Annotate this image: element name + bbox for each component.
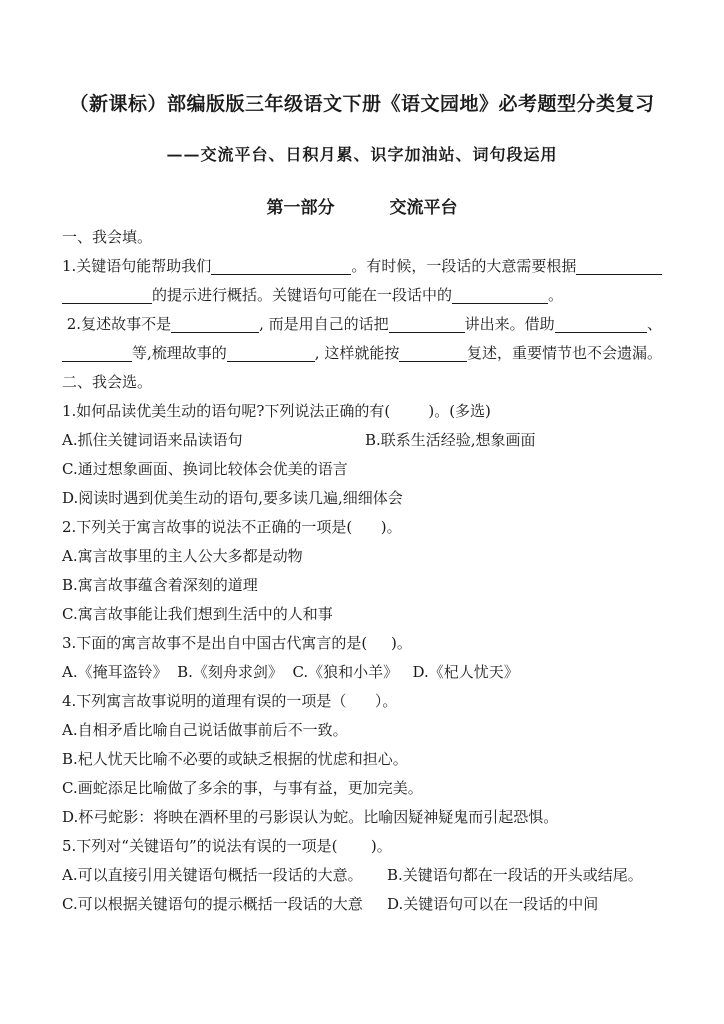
- text-segment: A.可以直接引用关键语句概括一段话的大意。: [62, 866, 363, 884]
- text-segment: 2.下列关于寓言故事的说法不正确的一项是( )。: [62, 518, 402, 536]
- document-line: [62, 310, 662, 339]
- document-line: [62, 542, 662, 571]
- document-line: [62, 426, 662, 455]
- text-segment: , 而是用自己的话把: [259, 315, 389, 333]
- text-segment: B.关键语句都在一段话的开头或结尾。: [387, 866, 643, 884]
- text-segment: 二、我会选。: [62, 373, 153, 391]
- document-line: [62, 658, 662, 687]
- document-subtitle: ——交流平台、日积月累、识字加油站、词句段运用: [166, 145, 558, 164]
- text-segment: A.抓住关键词语来品读语句: [62, 431, 243, 449]
- text-segment: 1.如何品读优美生动的语句呢?下列说法正确的有( )。(多选): [62, 402, 491, 420]
- document-line: [62, 368, 662, 397]
- text-segment: A.《掩耳盗铃》 B.《刻舟求剑》 C.《狼和小羊》 D.《杞人忧天》: [62, 663, 519, 681]
- blank-underline: [211, 273, 351, 275]
- text-segment: 复述，重要情节也不会遗漏。: [466, 344, 662, 362]
- blank-underline: [227, 360, 315, 362]
- document-body: [62, 223, 662, 919]
- blank-underline: [389, 331, 465, 333]
- document-line: [62, 252, 662, 281]
- document-line: [62, 716, 662, 745]
- text-segment: 讲出来。借助: [464, 315, 555, 333]
- text-segment: 的提示进行概括。关键语句可能在一段话中的: [152, 286, 453, 304]
- blank-underline: [62, 360, 132, 362]
- document-line: [62, 455, 662, 484]
- document-line: [62, 397, 662, 426]
- text-segment: C.通过想象画面、换词比较体会优美的语言: [62, 460, 348, 478]
- document-line: [62, 600, 662, 629]
- document-line: [62, 223, 662, 252]
- text-segment: B.杞人忧天比喻不必要的或缺乏根据的忧虑和担心。: [62, 750, 408, 768]
- section-heading: [62, 196, 662, 220]
- document-line: [62, 745, 662, 774]
- text-segment: 等,梳理故事的: [132, 344, 227, 362]
- text-segment: 1.关键语句能帮助我们: [62, 257, 212, 275]
- blank-underline: [555, 331, 647, 333]
- text-segment: 。有时候，一段话的大意需要根据: [351, 257, 577, 275]
- text-segment: C.寓言故事能让我们想到生活中的人和事: [62, 605, 333, 623]
- text-segment: A.自相矛盾比喻自己说话做事前后不一致。: [62, 721, 348, 739]
- document-line: [62, 832, 662, 861]
- text-segment: 2.复述故事不是: [62, 315, 172, 333]
- blank-underline: [399, 360, 467, 362]
- document-line: [62, 281, 662, 310]
- document-line: [62, 687, 662, 716]
- blank-underline: [452, 302, 548, 304]
- document-line: [62, 629, 662, 658]
- document-line: [62, 803, 662, 832]
- text-segment: 4.下列寓言故事说明的道理有误的一项是（ ）。: [62, 692, 398, 710]
- section-part-label: 第一部分: [266, 198, 335, 218]
- section-part-title: 交流平台: [389, 198, 458, 218]
- document-line: [62, 890, 662, 919]
- document-line: [62, 861, 662, 890]
- document-line: [62, 484, 662, 513]
- text-segment: C.可以根据关键语句的提示概括一段话的大意: [62, 895, 363, 913]
- text-segment: D.杯弓蛇影：将映在酒杯里的弓影误认为蛇。比喻因疑神疑鬼而引起恐惧。: [62, 808, 559, 826]
- text-segment: B.联系生活经验,想象画面: [365, 431, 536, 449]
- text-segment: D.关键语句可以在一段话的中间: [387, 895, 599, 913]
- text-segment: 3.下面的寓言故事不是出自中国古代寓言的是( )。: [62, 634, 412, 652]
- text-segment: D.阅读时遇到优美生动的语句,要多读几遍,细细体会: [62, 489, 403, 507]
- document-line: [62, 774, 662, 803]
- blank-underline: [171, 331, 259, 333]
- text-segment: 一、我会填。: [62, 228, 153, 246]
- text-segment: A.寓言故事里的主人公大多都是动物: [62, 547, 303, 565]
- document-line: [62, 339, 662, 368]
- text-segment: B.寓言故事蕴含着深刻的道理: [62, 576, 258, 594]
- blank-underline: [576, 273, 662, 275]
- text-segment: 5.下列对“关键语句”的说法有误的一项是( )。: [62, 837, 392, 855]
- document-line: [62, 571, 662, 600]
- text-segment: 。: [548, 286, 564, 304]
- document-title: （新课标）部编版版三年级语文下册《语文园地》必考题型分类复习: [69, 93, 655, 115]
- blank-underline: [62, 302, 152, 304]
- text-segment: 、: [646, 315, 662, 333]
- text-segment: , 这样就能按: [314, 344, 400, 362]
- document-line: [62, 513, 662, 542]
- text-segment: C.画蛇添足比喻做了多余的事，与事有益，更加完美。: [62, 779, 423, 797]
